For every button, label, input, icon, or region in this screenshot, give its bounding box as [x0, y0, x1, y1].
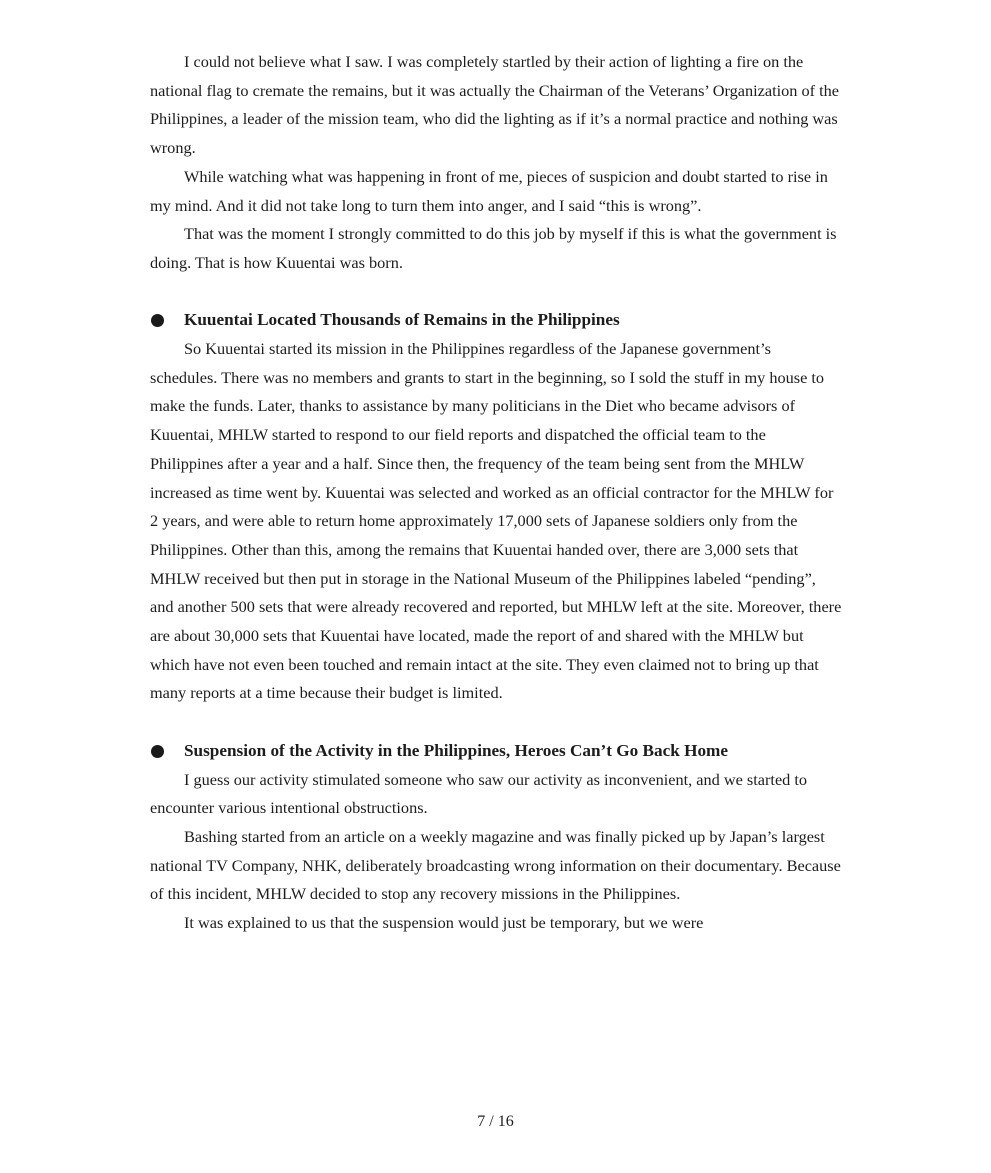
paragraph: I could not believe what I saw. I was completely startled by their action of lighting a fire on the national flag to cremate the remains, but it was actually the Chairman of the Veterans’ Organization of the Philippines, a leader of the mission team, who did the lighting as if it’s a normal practice and nothing was wrong.	[150, 52, 840, 158]
paragraph: So Kuuentai started its mission in the Philippines regardless of the Japanese government’s schedules. There was no members and grants to start in the beginning, so I sold the stuff in my house to make the funds. Later, thanks to assistance by many politicians in the Diet who became advisors of Kuuentai, MHLW started to respond to our field reports and dispatched the official team to the Philippines after a year and a half. Since then, the frequency of the team being sent from the MHLW increased as time went by. Kuuentai was selected and worked as an official contractor for the MHLW for 2 years, and were able to return home approximately 17,000 sets of Japanese soldiers only from the Philippines. Other than this, among the remains that Kuuentai handed over, there are 3,000 sets that MHLW received but then put in storage in the National Museum of the Philippines labeled “pending”, and another 500 sets that were already recovered and reported, but MHLW left at the site. Moreover, there are about 30,000 sets that Kuuentai have located, made the report of and shared with the MHLW but which have not even been touched and remain intact at the site. They even claimed not to bring up that many reports at a time because their budget is limited.	[150, 339, 842, 703]
paragraph: That was the moment I strongly committed to do this job by myself if this is what the government is doing. That is how Kuuentai was born.	[150, 224, 837, 272]
bullet-icon	[151, 745, 164, 758]
paragraph: While watching what was happening in front of me, pieces of suspicion and doubt started to rise in my mind. And it did not take long to turn them into anger, and I said “this is wrong”.	[150, 166, 828, 215]
document-page	[150, 48, 842, 938]
paragraph: It was explained to us that the suspension would just be temporary, but we were	[184, 913, 704, 933]
section-heading	[150, 737, 842, 766]
section-heading-text: Kuuentai Located Thousands of Remains in the Philippines	[184, 310, 620, 330]
paragraph: Bashing started from an article on a weekly magazine and was finally picked up by Japan’s largest national TV Company, NHK, deliberately broadcasting wrong information on their documentary. Because of this incident, MHLW decided to stop any recovery missions in the Philippines.	[150, 826, 841, 904]
bullet-icon	[151, 314, 164, 327]
section-kuuentai-located-remains	[150, 306, 842, 708]
page-number: 7 / 16	[477, 1113, 514, 1130]
section-heading	[150, 306, 842, 335]
section-heading-text: Suspension of the Activity in the Philippines, Heroes Can’t Go Back Home	[184, 740, 728, 760]
section-suspension-of-activity	[150, 737, 842, 938]
paragraph: I guess our activity stimulated someone who saw our activity as inconvenient, and we started to encounter various intentional obstructions.	[150, 769, 808, 818]
